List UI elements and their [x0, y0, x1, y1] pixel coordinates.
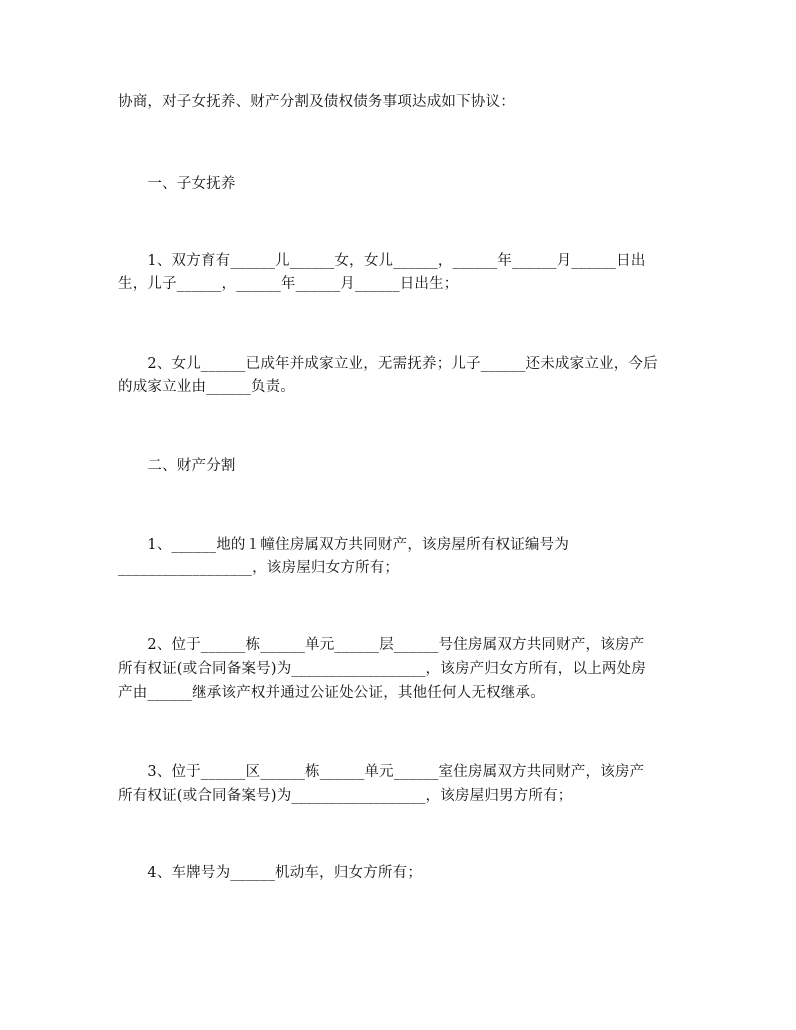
clause-2-line-1: 2、女儿______已成年并成家立业，无需抚养；儿子______还未成家立业，今后	[118, 356, 658, 372]
property-clause-1-line-2: __________________，该房屋归女方所有；	[118, 560, 400, 576]
intro-line: 协商，对子女抚养、财产分割及债权债务事项达成如下协议：	[118, 94, 515, 110]
section-heading-property-division: 二、财产分割	[118, 458, 236, 474]
section-heading-child-custody: 一、子女抚养	[118, 176, 236, 192]
property-clause-4-line-1: 4、车牌号为______机动车，归女方所有；	[118, 865, 423, 881]
property-clause-2-line-1: 2、位于______栋______单元______层______号住房属双方共同财产，该房产	[118, 637, 645, 653]
property-clause-2-line-2: 所有权证(或合同备案号)为__________________，该房产归女方所有，以上两处房	[118, 661, 647, 677]
property-clause-3-line-2: 所有权证(或合同备案号)为__________________，该房屋归男方所有；	[118, 788, 573, 804]
clause-1-line-2: 生，儿子______，______年______月______日出生；	[118, 276, 459, 292]
clause-1-line-1: 1、双方育有______儿______女，女儿______，______年______月______日出	[118, 253, 646, 269]
property-clause-3-line-1: 3、位于______区______栋______单元______室住房属双方共同财产，该房产	[118, 764, 645, 780]
clause-2-line-2: 的成家立业由______负责。	[118, 379, 295, 395]
property-clause-2-line-3: 产由______继承该产权并通过公证处公证，其他任何人无权继承。	[118, 685, 545, 701]
property-clause-1-line-1: 1、______地的１幢住房属双方共同财产，该房屋所有权证编号为	[118, 537, 570, 553]
